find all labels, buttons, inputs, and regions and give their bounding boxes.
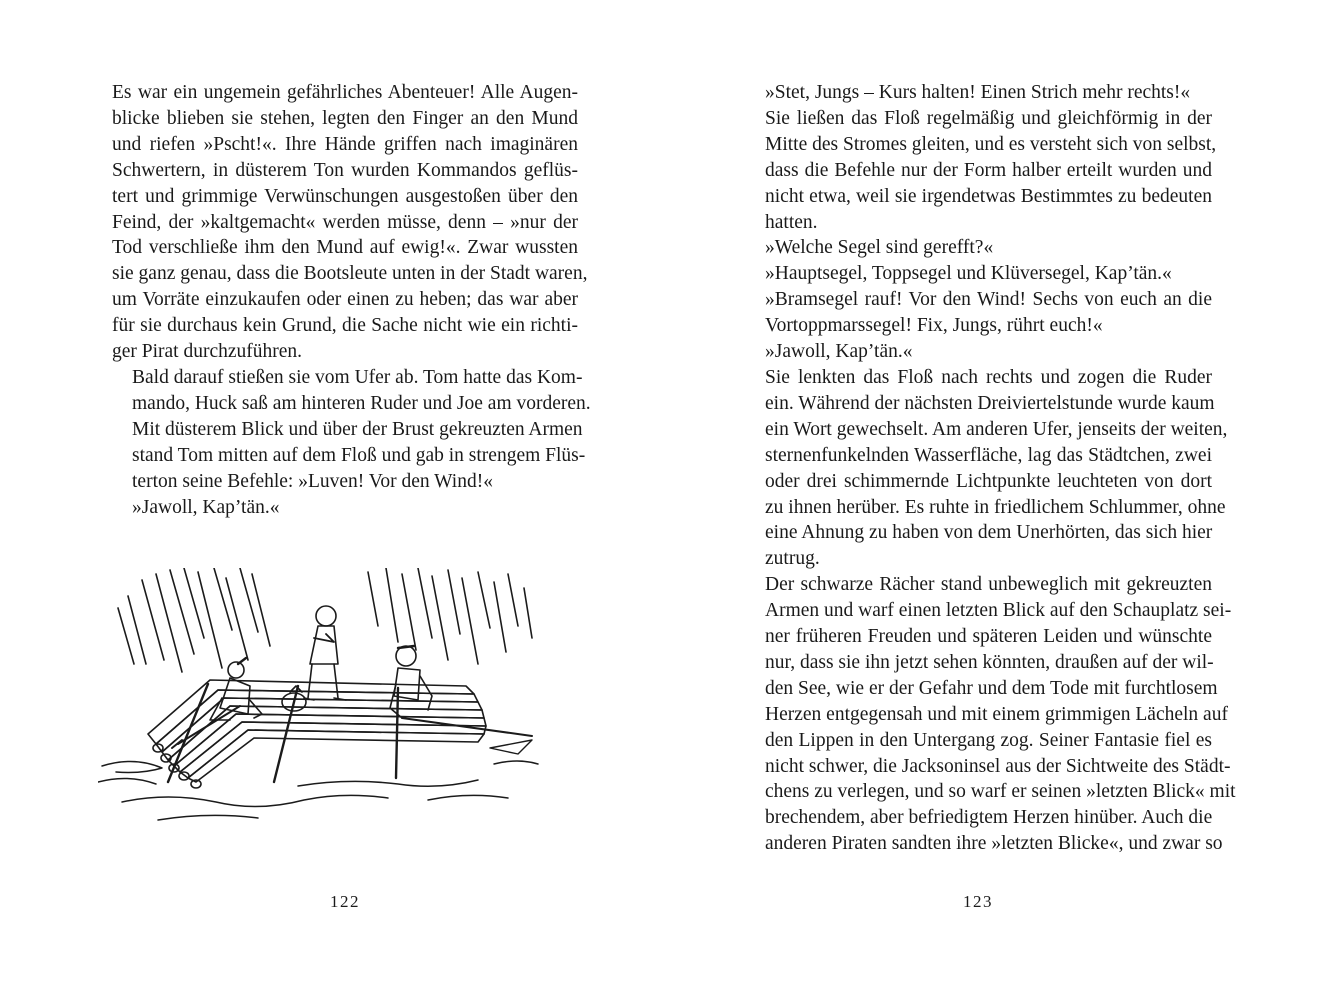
text-line: oder drei schimmernde Lichtpunkte leuchteten von dort: [765, 470, 1212, 492]
text-line: ger Pirat durchzuführen.: [112, 341, 303, 363]
text-line: Schwertern, in düsterem Ton wurden Kommandos geflüs-: [112, 159, 578, 181]
text-line: sie ganz genau, dass die Bootsleute unten in der Stadt waren,: [112, 263, 588, 285]
text-line: »Jawoll, Kap’tän.«: [132, 496, 280, 518]
right-page-text: [745, 80, 1236, 857]
paragraph: [745, 106, 1217, 236]
text-line: »Stet, Jungs – Kurs halten! Einen Strich mehr rechts!«: [765, 82, 1191, 103]
right-page: [660, 0, 1320, 1000]
text-line: Armen und warf einen letzten Blick auf den Schauplatz sei-: [765, 600, 1232, 622]
text-line: Feind, der »kaltgemacht« werden müsse, denn – »nur der: [112, 211, 578, 233]
text-line: um Vorräte einzukaufen oder einen zu heben; das war aber: [112, 289, 578, 311]
text-line: Der schwarze Rächer stand unbeweglich mit gekreuzten: [765, 574, 1212, 596]
paragraph: [745, 80, 1212, 106]
text-line: chens zu verlegen, und so warf er seinen »letzten Blick« mit: [765, 781, 1236, 803]
text-line: hatten.: [765, 211, 818, 233]
paragraph: [112, 495, 578, 521]
text-line: ein Wort gewechselt. Am anderen Ufer, jenseits der weiten,: [765, 418, 1228, 440]
paragraph: [745, 339, 1212, 365]
paragraph: [745, 235, 1212, 261]
page-number-left: 122: [330, 892, 360, 911]
text-line: nicht schwer, die Jacksoninsel aus der Sichtweite des Städt-: [765, 755, 1231, 777]
text-line: dass die Befehle nur der Form halber erteilt wurden und: [765, 159, 1212, 181]
left-page-text: [112, 80, 591, 520]
text-line: tert und grimmige Verwünschungen ausgestoßen über den: [112, 185, 578, 207]
text-line: brechendem, aber befriedigtem Herzen hinüber. Auch die: [765, 807, 1213, 829]
page-number-right: 123: [963, 892, 993, 911]
text-line: für sie durchaus kein Grund, die Sache nicht wie ein richti-: [112, 315, 578, 337]
text-line: »Hauptsegel, Toppsegel und Klüversegel, Kap’tän.«: [765, 263, 1172, 285]
text-line: Sie lenkten das Floß nach rechts und zogen die Ruder: [765, 366, 1212, 388]
text-line: Mit düsterem Blick und über der Brust gekreuzten Armen: [132, 418, 583, 440]
text-line: nicht etwa, weil sie irgendetwas Bestimmtes zu bedeuten: [765, 185, 1212, 207]
text-line: Mitte des Stromes gleiten, und es versteht sich von selbst,: [765, 133, 1217, 155]
text-line: anderen Piraten sandten ihre »letzten Blicke«, und zwar so: [765, 833, 1223, 855]
text-line: Herzen entgegensah und mit einem grimmigen Lächeln auf: [765, 703, 1228, 725]
text-line: »Jawoll, Kap’tän.«: [765, 341, 913, 363]
text-line: zutrug.: [765, 548, 820, 570]
paragraph: [745, 365, 1228, 572]
paragraph: [112, 80, 588, 365]
paragraph: [745, 287, 1212, 339]
text-line: »Bramsegel rauf! Vor den Wind! Sechs von euch an die: [765, 289, 1212, 311]
text-line: zu ihnen herüber. Es ruhte in friedlichem Schlummer, ohne: [765, 496, 1226, 518]
text-line: Bald darauf stießen sie vom Ufer ab. Tom hatte das Kom-: [132, 366, 583, 388]
text-line: »Welche Segel sind gerefft?«: [765, 237, 994, 259]
text-line: blicke blieben sie stehen, legten den Finger an den Mund: [112, 107, 578, 129]
text-line: ein. Während der nächsten Dreiviertelstunde wurde kaum: [765, 392, 1215, 414]
text-line: nur, dass sie ihn jetzt sehen könnten, draußen auf der wil-: [765, 651, 1214, 673]
text-line: terton seine Befehle: »Luven! Vor den Wind!«: [132, 470, 493, 492]
paragraph: [112, 365, 591, 495]
text-line: Es war ein ungemein gefährliches Abenteuer! Alle Augen-: [112, 82, 578, 103]
text-line: stand Tom mitten auf dem Floß und gab in strengem Flüs-: [132, 444, 586, 466]
raft-illustration: [98, 568, 542, 830]
text-line: Vortoppmarssegel! Fix, Jungs, rührt euch!«: [765, 315, 1103, 337]
paragraph: [745, 572, 1236, 857]
text-line: Tod verschließe ihm den Mund auf ewig!«. Zwar wussten: [112, 237, 578, 259]
text-line: eine Ahnung zu haben von dem Unerhörten, das sich hier: [765, 522, 1213, 544]
text-line: sternenfunkelnden Wasserfläche, lag das Städtchen, zwei: [765, 444, 1212, 466]
text-line: den Lippen in den Untergang zog. Seiner Fantasie fiel es: [765, 729, 1212, 751]
text-line: und riefen »Pscht!«. Ihre Hände griffen nach imaginären: [112, 133, 578, 155]
text-line: mando, Huck saß am hinteren Ruder und Joe am vorderen.: [132, 392, 591, 414]
text-line: Sie ließen das Floß regelmäßig und gleichförmig in der: [765, 107, 1212, 129]
paragraph: [745, 261, 1212, 287]
text-line: den See, wie er der Gefahr und dem Tode mit furchtlosem: [765, 677, 1218, 699]
text-line: ner früheren Freuden und späteren Leiden und wünschte: [765, 626, 1212, 648]
